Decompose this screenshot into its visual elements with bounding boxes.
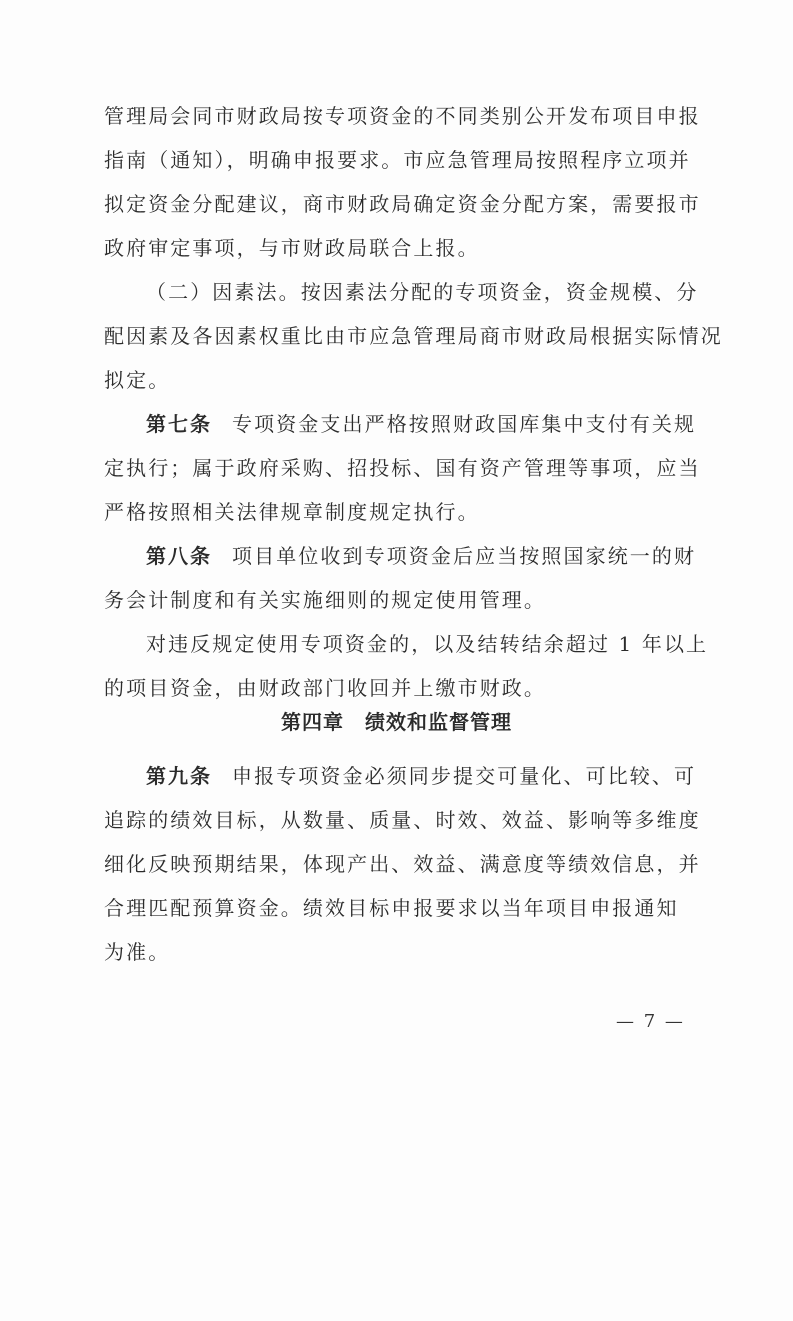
text-line: 拟定资金分配建议，商市财政局确定资金分配方案，需要报市	[104, 192, 701, 216]
text-line: 政府审定事项，与市财政局联合上报。	[104, 236, 480, 260]
article-7-text: 专项资金支出严格按照财政国库集中支付有关规	[232, 412, 697, 436]
chapter-title: 第四章 绩效和监督管理	[281, 710, 512, 734]
page-number: — 7 —	[616, 1011, 685, 1032]
text-line: 细化反映预期结果，体现产出、效益、满意度等绩效信息，并	[104, 852, 701, 876]
article-9-text: 申报专项资金必须同步提交可量化、可比较、可	[232, 764, 697, 788]
text-line: 配因素及各因素权重比由市应急管理局商市财政局根据实际情况	[104, 324, 723, 348]
text-line: 对违反规定使用专项资金的，以及结转结余超过 1 年以上	[146, 632, 709, 656]
article-9-heading: 第九条	[146, 764, 212, 788]
text-line: （二）因素法。按因素法分配的专项资金，资金规模、分	[146, 280, 699, 304]
article-7-heading: 第七条	[146, 412, 212, 436]
article-8-heading: 第八条	[146, 544, 212, 568]
text-line: 的项目资金，由财政部门收回并上缴市财政。	[104, 676, 546, 700]
article-8-line	[146, 536, 696, 576]
text-line: 严格按照相关法律规章制度规定执行。	[104, 500, 480, 524]
text-line: 指南（通知），明确申报要求。市应急管理局按照程序立项并	[104, 148, 691, 172]
text-line: 为准。	[104, 940, 171, 964]
text-line: 合理匹配预算资金。绩效目标申报要求以当年项目申报通知	[104, 896, 679, 920]
article-8-text: 项目单位收到专项资金后应当按照国家统一的财	[232, 544, 697, 568]
text-line: 定执行；属于政府采购、招投标、国有资产管理等事项，应当	[104, 456, 701, 480]
article-7-line	[146, 404, 696, 444]
article-9-line	[146, 756, 696, 796]
text-line: 追踪的绩效目标，从数量、质量、时效、效益、影响等多维度	[104, 808, 701, 832]
text-line: 管理局会同市财政局按专项资金的不同类别公开发布项目申报	[104, 104, 701, 128]
text-line: 务会计制度和有关实施细则的规定使用管理。	[104, 588, 546, 612]
text-line: 拟定。	[104, 368, 171, 392]
